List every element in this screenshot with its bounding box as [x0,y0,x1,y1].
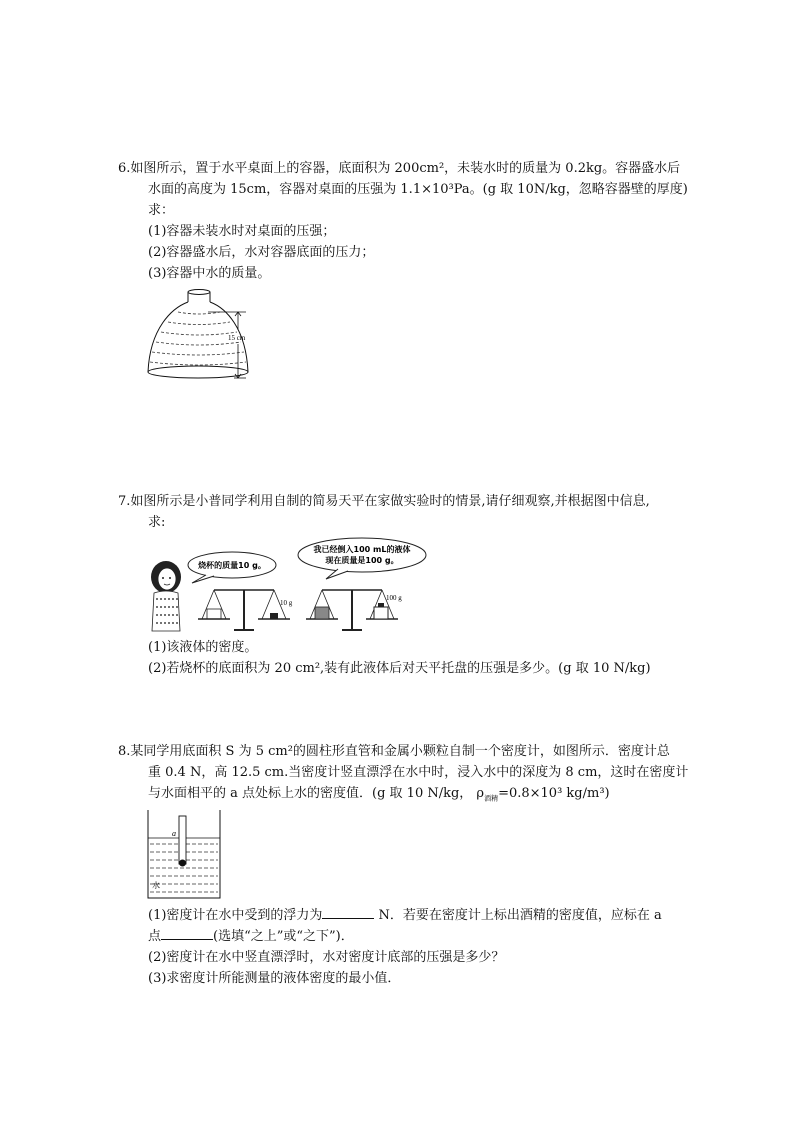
question-7-subs [118,637,718,679]
q6-container-figure [142,288,262,384]
balance-1 [198,590,293,630]
question-7 [118,491,718,533]
q8-sub3: (3)求密度计所能测量的液体密度的最小值． [148,971,401,986]
q6-line1: 6.如图所示，置于水平桌面上的容器，底面积为 200cm²，未装水时的质量为 0.2kg。容器盛水后 [118,161,681,176]
q7-sub1: (1)该液体的密度。 [148,640,258,655]
weight-2-label: 100 g [386,594,402,602]
q6-sub2: (2)容器盛水后，水对容器底面的压力； [148,245,375,260]
question-8-subs [118,905,718,989]
question-8 [118,741,718,810]
q8-sub1-d: (选填“之上”或“之下”)． [213,929,354,944]
balance-2 [306,590,402,630]
q8-line1: 8.某同学用底面积 S 为 5 cm²的圆柱形直管和金属小颗粒自制一个密度计，如图所示．密度计总 [118,744,670,759]
q8-fig-water: 水 [152,881,160,890]
q8-line3-b: =0.8×10³ kg/m³) [498,786,610,801]
q8-line3-a: 与水面相平的 a 点处标上水的密度值．(g 取 10 N/kg， ρ [148,786,485,801]
q8-rho-subscript: 酒精 [484,794,499,803]
q8-blank-2[interactable] [161,927,213,940]
q6-line2: 水面的高度为 15cm，容器对桌面的压强为 1.1×10³Pa。(g 取 10N/kg，忽略容器壁的厚度) [148,182,688,197]
q7-balance-figure [148,537,430,635]
q8-sub1-a: (1)密度计在水中受到的浮力为 [148,908,323,923]
q8-sub1-b: N．若要在密度计上标出酒精的密度值，应标在 a [374,908,662,923]
q7-line1: 7.如图所示是小普同学利用自制的简易天平在家做实验时的情景,请仔细观察,并根据图中信息, [118,494,650,509]
q8-line3 [118,783,718,810]
q6-line3: 求： [148,203,175,218]
q7-line2: 求: [148,515,166,530]
q8-hydrometer-figure [146,808,224,900]
q8-sub1-c: 点 [148,929,162,944]
q7-sub2: (2)若烧杯的底面积为 20 cm²,装有此液体后对天平托盘的压强是多少。(g 取 10 N/kg) [148,661,651,676]
girl-illustration [151,561,181,631]
q6-sub1: (1)容器未装水时对桌面的压强； [148,224,336,239]
q8-sub1 [118,905,718,926]
question-6 [118,158,718,284]
q8-sub1-cont [118,926,718,947]
bubble-1-text: 烧杯的质量10 g。 [198,561,266,570]
q8-blank-1[interactable] [322,906,374,919]
weight-1-label: 10 g [280,599,293,607]
q8-sub2: (2)密度计在水中竖直漂浮时，水对密度计底部的压强是多少？ [148,950,505,965]
q8-fig-a: a [172,829,176,838]
q6-sub3: (3)容器中水的质量。 [148,266,271,281]
q8-line2: 重 0.4 N，高 12.5 cm.当密度计竖直漂浮在水中时，浸入水中的深度为 8 cm，这时在密度计 [148,765,689,780]
bubble-2-text-a: 我已经倒入100 mL的液体 [313,545,411,554]
q6-fig-label: 15 cm [228,334,246,342]
bubble-2-text-b: 现在质量是100 g。 [325,556,399,565]
